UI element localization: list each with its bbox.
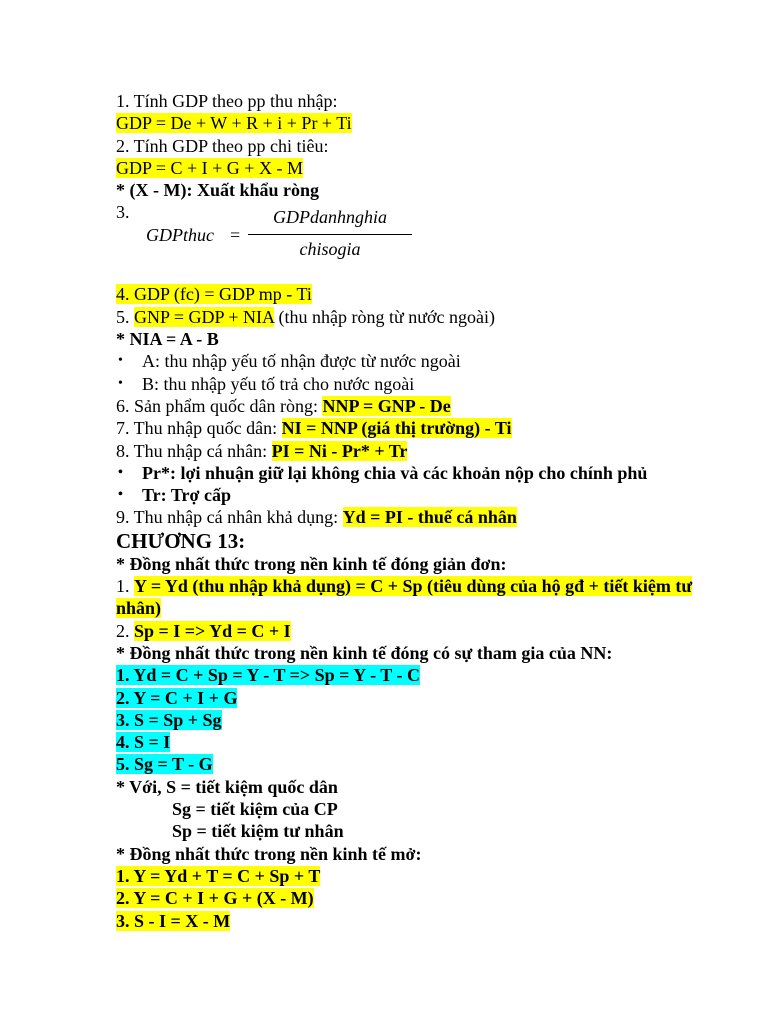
highlight: 4. GDP (fc) = GDP mp - Ti (116, 284, 312, 305)
pi-formula (116, 440, 736, 462)
item-number: 3. (116, 202, 130, 223)
highlight: PI = Ni - Pr* + Tr (271, 440, 408, 461)
closed-simple-identity-1 (116, 575, 716, 620)
highlight: 2. Y = C + I + G + (X - M) (116, 888, 314, 909)
document-body (116, 90, 736, 932)
fraction-denominator: chisogia (299, 239, 361, 260)
closed-gov-identity-3 (116, 709, 736, 731)
highlight: Y = Yd (thu nhập khả dụng) = C + Sp (tiêu dùng của hộ gđ + tiết kiệm tư nhân) (116, 576, 693, 619)
highlight: 3. S = Sp + Sg (116, 709, 222, 730)
line-prefix: 5. (116, 306, 134, 327)
highlight: GDP = C + I + G + X - M (116, 157, 303, 178)
highlight: 2. Y = C + I + G (116, 687, 238, 708)
line-prefix: 9. Thu nhập cá nhân khả dụng: (116, 507, 343, 528)
line-prefix: 2. (116, 620, 134, 641)
gdp-fc-formula (116, 283, 736, 305)
real-gdp-formula (116, 201, 736, 263)
highlight: GNP = GDP + NIA (134, 306, 274, 327)
closed-gov-heading: * Đồng nhất thức trong nền kinh tế đóng có sự tham gia của NN: (116, 642, 613, 663)
highlight: NI = NNP (giá thị trường) - Ti (281, 418, 512, 439)
savings-definition: * Với, S = tiết kiệm quốc dân (116, 776, 338, 797)
highlight: GDP = De + W + R + i + Pr + Ti (116, 113, 352, 134)
closed-gov-identity-1 (116, 664, 736, 686)
highlight: 3. S - I = X - M (116, 910, 231, 931)
gdp-expenditure-heading: 2. Tính GDP theo pp chi tiêu: (116, 135, 329, 156)
fraction-bar (248, 234, 412, 235)
list-item: • Pr*: lợi nhuận giữ lại không chia và các khoản nộp cho chính phủ (116, 462, 736, 484)
gnp-formula (116, 306, 736, 328)
chapter-heading: CHƯƠNG 13: (116, 528, 246, 553)
gdp-expenditure-formula (116, 157, 736, 179)
highlight: NNP = GNP - De (322, 395, 451, 416)
fraction-lhs: GDPthuc (146, 225, 214, 246)
highlight: 4. S = I (116, 732, 171, 753)
list-item: • A: thu nhập yếu tố nhận được từ nước ngoài (116, 350, 736, 372)
net-export-note: * (X - M): Xuất khẩu ròng (116, 180, 320, 201)
savings-definition: Sg = tiết kiệm của CP (172, 799, 338, 820)
gdp-income-heading: 1. Tính GDP theo pp thu nhập: (116, 91, 338, 111)
ni-formula (116, 417, 736, 439)
fraction-numerator: GDPdanhnghia (273, 207, 387, 228)
highlight: 1. Y = Yd + T = C + Sp + T (116, 865, 321, 886)
line-prefix: 6. Sản phẩm quốc dân ròng: (116, 395, 323, 416)
highlight: 5. Sg = T - G (116, 754, 213, 775)
open-economy-heading: * Đồng nhất thức trong nền kinh tế mở: (116, 843, 422, 864)
open-identity-1 (116, 865, 736, 887)
list-item: • Tr: Trợ cấp (116, 484, 736, 506)
closed-gov-identity-4 (116, 731, 736, 753)
highlight: Yd = PI - thuế cá nhân (342, 507, 517, 528)
closed-gov-identity-5 (116, 753, 736, 775)
highlight: 1. Yd = C + Sp = Y - T => Sp = Y - T - C (116, 665, 420, 686)
savings-definition: Sp = tiết kiệm tư nhân (172, 821, 344, 842)
line-prefix: 7. Thu nhập quốc dân: (116, 418, 282, 439)
equals-sign: = (230, 225, 241, 246)
line-prefix: 1. (116, 576, 134, 597)
line-prefix: 8. Thu nhập cá nhân: (116, 440, 272, 461)
highlight: Sp = I => Yd = C + I (134, 620, 291, 641)
list-item: • B: thu nhập yếu tố trả cho nước ngoài (116, 373, 736, 395)
line-rest: (thu nhập ròng từ nước ngoài) (273, 306, 495, 327)
nnp-formula (116, 395, 736, 417)
open-identity-3 (116, 910, 736, 932)
gdp-income-formula (116, 112, 736, 134)
open-identity-2 (116, 887, 736, 909)
closed-simple-heading: * Đồng nhất thức trong nền kinh tế đóng giản đơn: (116, 553, 507, 574)
nia-formula: * NIA = A - B (116, 329, 219, 350)
yd-formula (116, 506, 736, 528)
closed-simple-identity-2 (116, 620, 736, 642)
closed-gov-identity-2 (116, 687, 736, 709)
spacer (116, 263, 736, 283)
